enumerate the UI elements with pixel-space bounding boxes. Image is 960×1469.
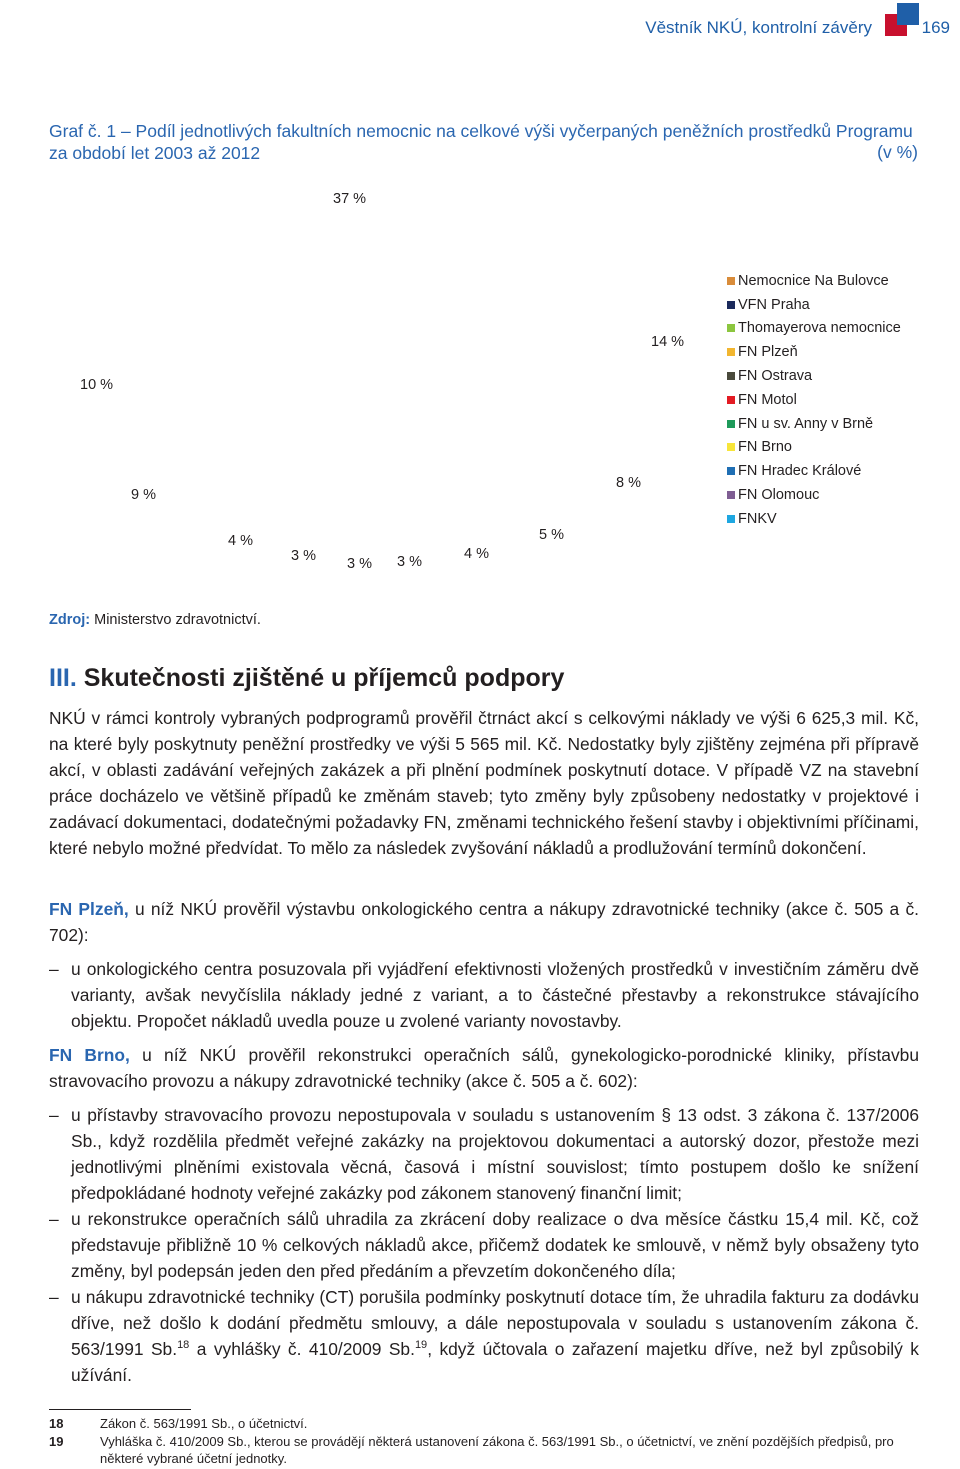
chart-title: Graf č. 1 – Podíl jednotlivých fakultních nemocnic na celkové výši vyčerpaných peněžních prostředků Programu za období let 2003 až 2012 xyxy=(49,121,913,163)
list-plzen xyxy=(49,956,919,1034)
fn-brno-text: u níž NKÚ prověřil rekonstrukci operačních sálů, gynekologicko-porodnické kliniky, přístavbu stravovacího provozu a nákupy zdravotnické techniky (akce č. 505 a č. 602): xyxy=(49,1045,919,1091)
footnote-ref-18[interactable]: 18 xyxy=(177,1339,190,1352)
legend-swatch xyxy=(727,491,735,499)
fn-plzen-bold: FN Plzeň, xyxy=(49,899,129,919)
running-header-title: Věstník NKÚ, kontrolní závěry xyxy=(645,18,872,37)
legend-item xyxy=(727,293,901,317)
legend-label: FN u sv. Anny v Brně xyxy=(738,415,874,432)
legend-swatch xyxy=(727,396,735,404)
chart-source xyxy=(49,612,261,628)
footnote-ref-19[interactable]: 19 xyxy=(414,1339,428,1352)
pie-label: 3 % xyxy=(347,556,372,572)
fn-brno-bold: FN Brno, xyxy=(49,1045,130,1065)
legend-item xyxy=(727,340,901,364)
legend-label: FN Olomouc xyxy=(738,487,820,504)
legend-label: FNKV xyxy=(738,510,777,527)
list-dash: – xyxy=(49,1105,59,1125)
legend-swatch xyxy=(727,467,735,475)
list-item-text: u rekonstrukce operačních sálů uhradila za zkrácení doby realizace o dva měsíce částku 15,4 mil. Kč, což představuje přibližně 10 % celkových nákladů akce, přičemž dodatek ke smlouvě, v němž byly obsaženy tyto změny, byl podepsán jeden den před předáním a převzetím dokončeného díla; xyxy=(71,1209,919,1281)
paragraph-fn-brno xyxy=(49,1042,919,1094)
legend-label: FN Hradec Králové xyxy=(738,463,862,480)
legend-item xyxy=(727,459,901,483)
list-item xyxy=(49,1102,919,1206)
list-brno xyxy=(49,1102,919,1388)
legend-label: FN Motol xyxy=(738,391,797,408)
pie-label: 5 % xyxy=(539,527,564,543)
footnote-number: 18 xyxy=(49,1416,64,1431)
list-item-text: u onkologického centra posuzovala při vyjádření efektivnosti vložených prostředků v investičním záměru dvě varianty, avšak nevyčíslila náklady jedné z variant, a to částečné přestavby a rekonstrukce stávajícího objektu. Propočet nákladů uvedla pouze u zvolené varianty novostavby. xyxy=(71,959,919,1031)
legend-swatch xyxy=(727,277,735,285)
footnote-19 xyxy=(49,1433,929,1467)
legend-item xyxy=(727,507,901,531)
legend-item xyxy=(727,364,901,388)
legend-label: VFN Praha xyxy=(738,296,810,313)
paragraph-intro: NKÚ v rámci kontroly vybraných podprogramů prověřil čtrnáct akcí s celkovými náklady ve výši 6 625,3 mil. Kč, na které byly poskytnuty peněžní prostředky ve výši 5 565 mil. Kč. Nedostatky byly zjištěny zejména při přípravě akcí, v oblasti zadávání veřejných zakázek a při plnění podmínek poskytnutí dotace. V případě VZ na stavební práce docházelo ve většině případů ke změnám staveb; tyto změny byly způsobeny nedostatky v projektové i zadávací dokumentaci, dodatečnými požadavky FN, změnami technického řešení stavby i objektivními příčinami, které nebylo možné předvídat. To mělo za následek zvyšování nákladů a prodlužování termínů dokončení. xyxy=(49,708,919,858)
legend-item xyxy=(727,269,901,293)
legend-item xyxy=(727,483,901,507)
list-item-text-end: , když účtovala o zařazení majetku dříve, než byl způsobilý k užívání. xyxy=(71,1339,919,1385)
source-label: Zdroj: xyxy=(49,612,91,628)
legend-item xyxy=(727,412,901,436)
pie-label: 14 % xyxy=(651,334,685,350)
list-item-text: u nákupu zdravotnické techniky (CT) porušila podmínky poskytnutí dotace tím, že uhradila fakturu za dodávku dříve, než došlo k dodání předmětu smlouvy, a dále nepostupovala v souladu s ustanovením zákona č. 563/1991 Sb. xyxy=(71,1287,919,1359)
list-item-text: u přístavby stravovacího provozu nepostupovala v souladu s ustanovením § 13 odst. 3 zákona č. 137/2006 Sb., když rozdělila předmět veřejné zakázky na projektovou dokumentaci a autorský dozor, přestože mezi jednotlivými plněními existovala věcná, časová i místní souvislost; tímto postupem došlo ke snížení předpokládané hodnoty veřejné zakázky pod zákonem stanovený finanční limit; xyxy=(71,1105,919,1203)
footnote-divider xyxy=(49,1409,191,1410)
list-dash: – xyxy=(49,1287,59,1307)
legend-label: Nemocnice Na Bulovce xyxy=(738,272,889,289)
legend-label: FN Plzeň xyxy=(738,344,798,361)
pie-label: 3 % xyxy=(291,548,316,564)
fn-plzen-text: u níž NKÚ prověřil výstavbu onkologického centra a nákupy zdravotnické techniky (akce č. 505 a č. 702): xyxy=(49,899,919,945)
legend-swatch xyxy=(727,372,735,380)
pie-label: 4 % xyxy=(228,533,253,549)
pie-label: 3 % xyxy=(397,554,422,570)
footnote-number: 19 xyxy=(49,1434,64,1449)
legend-label: FN Ostrava xyxy=(738,368,813,385)
section-title: Skutečnosti zjištěné u příjemců podpory xyxy=(83,664,565,692)
legend-label: Thomayerova nemocnice xyxy=(738,320,901,337)
legend-item xyxy=(727,388,901,412)
pie-label: 10 % xyxy=(80,377,114,393)
pie-label: 4 % xyxy=(464,546,489,562)
legend-swatch xyxy=(727,515,735,523)
page-number: 169 xyxy=(921,18,950,37)
section-number: III. xyxy=(49,664,77,692)
pie-label: 9 % xyxy=(131,487,156,503)
pie-label: 8 % xyxy=(616,475,641,491)
list-item xyxy=(49,1284,919,1388)
legend-label: FN Brno xyxy=(738,439,792,456)
pie-label: 37 % xyxy=(333,191,367,207)
list-item xyxy=(49,956,919,1034)
footnote-text: Vyhláška č. 410/2009 Sb., kterou se provádějí některá ustanovení zákona č. 563/1991 Sb., o účetnictví, ve znění pozdějších předpisů, pro některé vybrané účetní jednotky. xyxy=(100,1434,894,1466)
footnote-text: Zákon č. 563/1991 Sb., o účetnictví. xyxy=(100,1416,308,1431)
paragraph-fn-plzen xyxy=(49,896,919,948)
list-item-text-cont: a vyhlášky č. 410/2009 Sb. xyxy=(189,1339,415,1359)
list-item xyxy=(49,1206,919,1284)
legend-swatch xyxy=(727,443,735,451)
legend-swatch xyxy=(727,348,735,356)
nku-logo xyxy=(883,2,923,38)
logo-blue-square xyxy=(897,3,919,25)
footnote-18 xyxy=(49,1415,929,1432)
legend-swatch xyxy=(727,420,735,428)
legend-swatch xyxy=(727,301,735,309)
chart-unit: (v %) xyxy=(877,142,918,162)
legend-item xyxy=(727,317,901,341)
legend-swatch xyxy=(727,324,735,332)
source-text: Ministerstvo zdravotnictví. xyxy=(94,612,261,628)
chart-legend xyxy=(727,269,901,531)
list-dash: – xyxy=(49,959,59,979)
list-dash: – xyxy=(49,1209,59,1229)
legend-item xyxy=(727,436,901,460)
section-heading xyxy=(49,664,564,693)
